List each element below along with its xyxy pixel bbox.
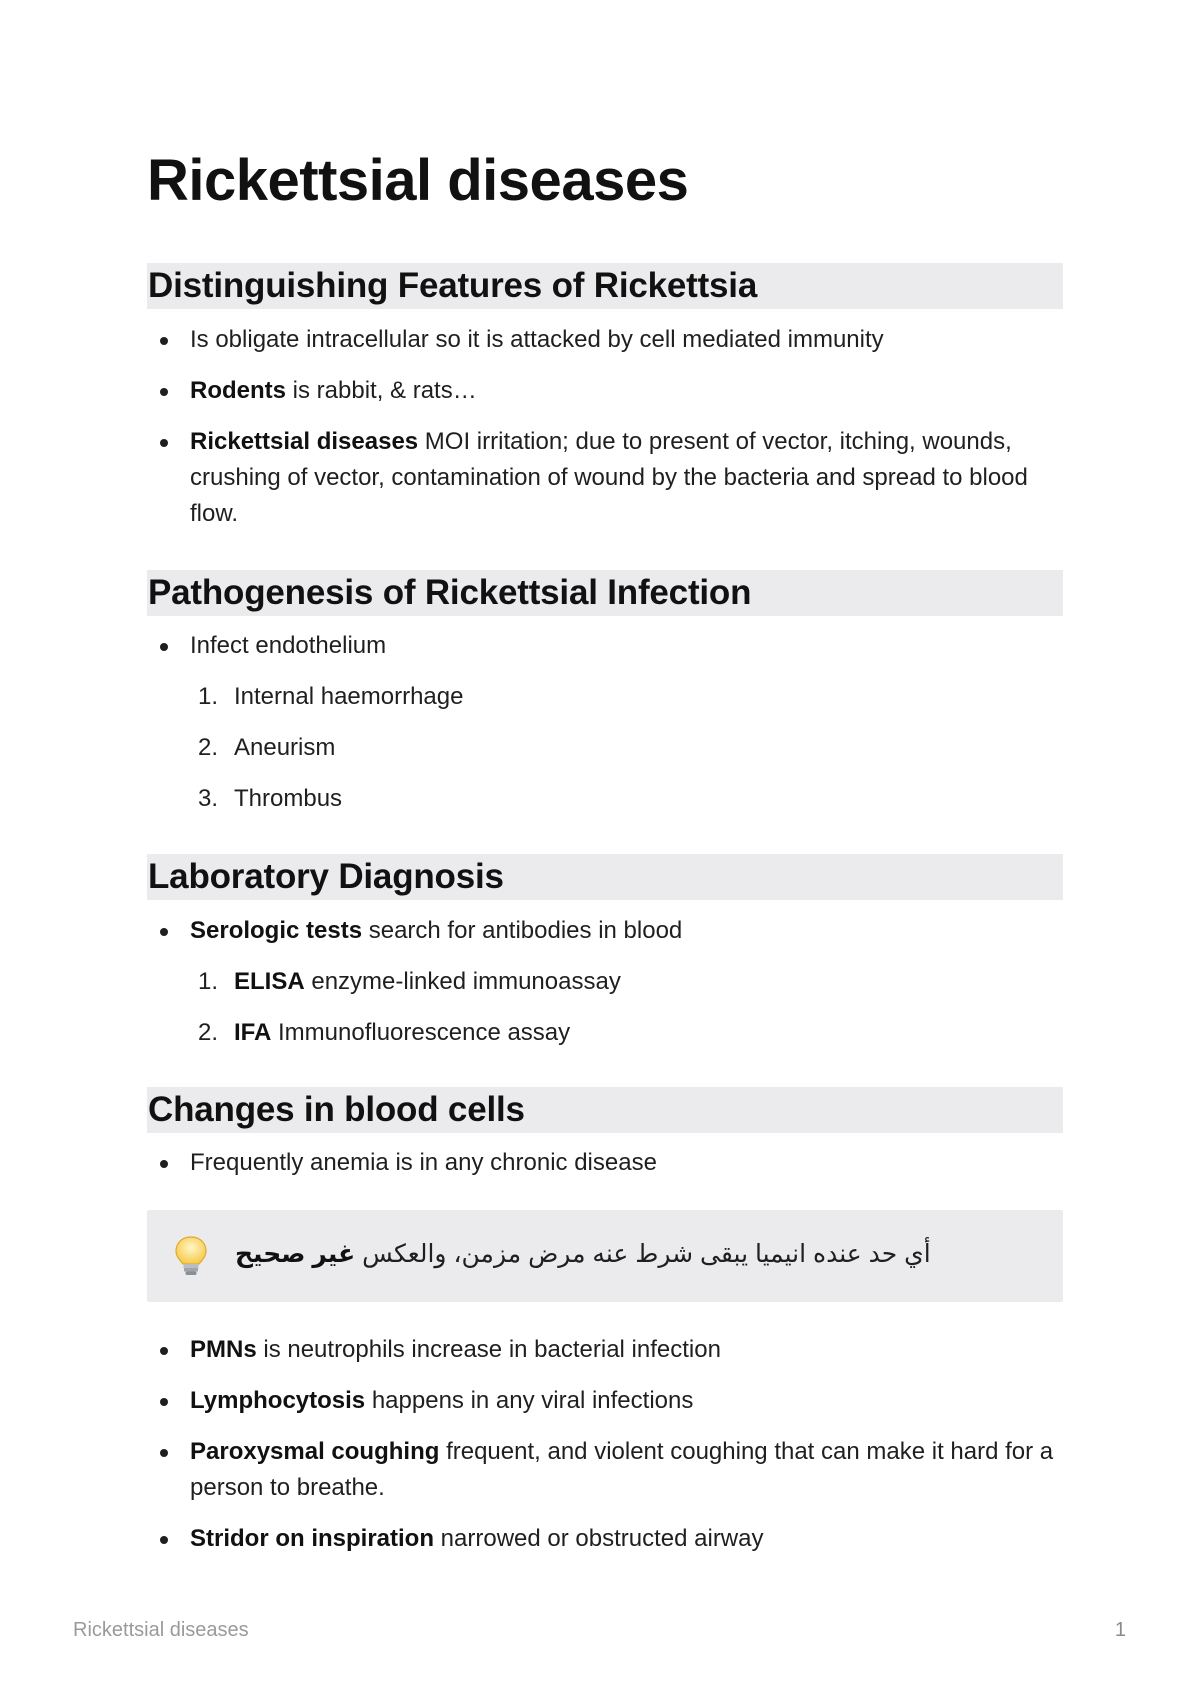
numbered-item: 2. IFA Immunofluorescence assay	[198, 1019, 571, 1046]
lab-list	[147, 913, 1063, 1051]
list-item: PMNs is neutrophils increase in bacterial infection	[147, 1332, 1063, 1368]
blood-findings-list	[147, 1332, 1063, 1557]
heading-changes-blood-cells: Changes in blood cells	[147, 1087, 1063, 1133]
heading-distinguishing-features: Distinguishing Features of Rickettsia	[147, 263, 1063, 309]
features-list	[147, 322, 1063, 532]
list-item: Paroxysmal coughing frequent, and violent coughing that can make it hard for a person to breathe.	[147, 1434, 1063, 1506]
numbered-item: 1. ELISA enzyme-linked immunoassay	[198, 968, 621, 995]
footer-page-number: 1	[1114, 1619, 1126, 1641]
list-item: Rickettsial diseases MOI irritation; due to present of vector, itching, wounds, crushing of vector, contamination of wound by the bacteria and spread to blood flow.	[147, 424, 1063, 532]
heading-pathogenesis: Pathogenesis of Rickettsial Infection	[147, 570, 1063, 616]
heading-laboratory-diagnosis: Laboratory Diagnosis	[147, 854, 1063, 900]
list-item: Is obligate intracellular so it is attacked by cell mediated immunity	[147, 322, 1063, 358]
numbered-item: 1. Internal haemorrhage	[198, 683, 464, 710]
blood-list	[147, 1145, 1063, 1181]
callout-text: أي حد عنده انيميا يبقى شرط عنه مرض مزمن، والعكس غير صحيح	[235, 1240, 931, 1268]
lightbulb-icon	[171, 1234, 211, 1278]
list-item: Stridor on inspiration narrowed or obstructed airway	[147, 1521, 1063, 1557]
callout-box	[147, 1210, 1063, 1302]
numbered-item: 3. Thrombus	[198, 785, 343, 812]
list-item: Frequently anemia is in any chronic disease	[147, 1145, 1063, 1181]
page-title: Rickettsial diseases	[147, 148, 689, 213]
list-item: Serologic tests search for antibodies in blood	[147, 913, 1063, 949]
list-item: Infect endothelium	[147, 628, 1063, 664]
pathogenesis-list	[147, 628, 1063, 817]
footer-document-title: Rickettsial diseases	[73, 1619, 249, 1641]
numbered-item: 2. Aneurism	[198, 734, 336, 761]
list-item: Lymphocytosis happens in any viral infections	[147, 1383, 1063, 1419]
list-item: Rodents is rabbit, & rats…	[147, 373, 1063, 409]
